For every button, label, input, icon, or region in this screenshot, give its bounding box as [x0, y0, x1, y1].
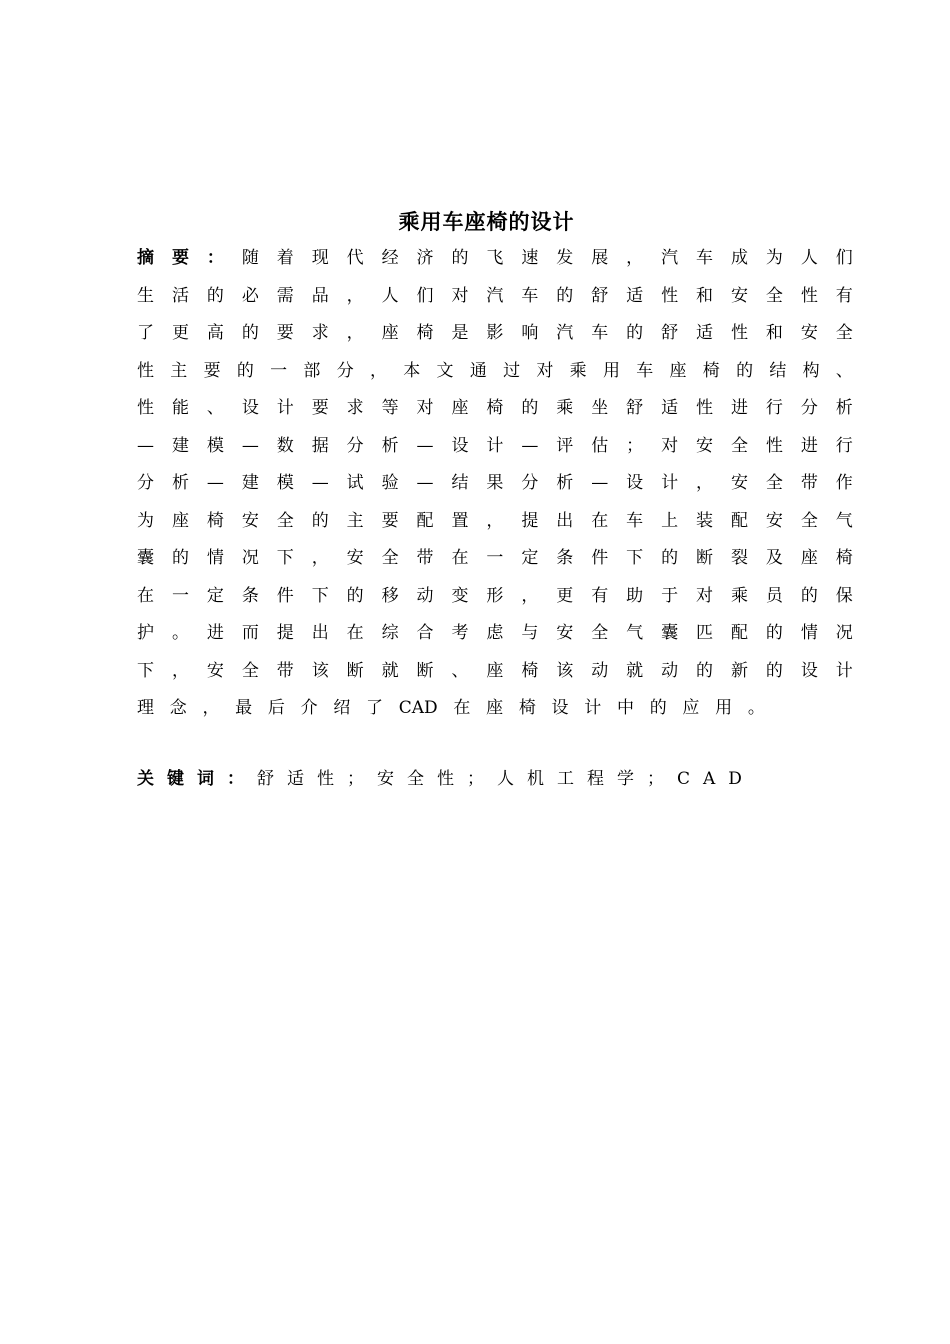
abstract-char: 带	[276, 660, 294, 681]
abstract-char: 舒	[591, 285, 609, 306]
abstract-char: 评	[556, 435, 574, 456]
abstract-char: 析	[171, 473, 189, 493]
abstract-char: 下	[311, 585, 329, 606]
abstract-char: 囊	[661, 623, 679, 643]
abstract-char: 分	[800, 398, 818, 418]
abstract-char: 车	[591, 323, 609, 343]
abstract-char: 介	[300, 698, 318, 718]
abstract-char: ，	[202, 698, 220, 718]
abstract-char: 的	[171, 548, 189, 568]
abstract-char: 中	[616, 698, 634, 718]
abstract-char: 性	[696, 398, 713, 418]
abstract-label: ：	[206, 248, 224, 268]
abstract-char: 用	[602, 360, 620, 381]
abstract-char: 和	[696, 285, 713, 306]
abstract-char: 要	[381, 510, 399, 531]
abstract-char: 的	[765, 660, 783, 681]
abstract-char: 后	[267, 698, 285, 718]
abstract-line	[137, 615, 853, 653]
keywords-text: 舒适性；安全性；人机工程学；CAD	[257, 769, 755, 789]
abstract-char: 品	[311, 285, 329, 306]
abstract-char: 速	[521, 248, 539, 268]
abstract-char: 对	[661, 435, 679, 456]
abstract-char: 配	[730, 510, 748, 531]
abstract-char: 们	[416, 285, 434, 306]
abstract-char: 验	[381, 473, 399, 493]
abstract-char: 在	[346, 623, 364, 643]
abstract-char: 车	[626, 510, 644, 531]
abstract-char: 部	[303, 360, 321, 381]
abstract-char: 设	[241, 398, 259, 418]
abstract-char: 而	[241, 623, 259, 643]
abstract-char: 的	[556, 285, 574, 306]
abstract-char: 展	[591, 248, 609, 268]
abstract-label: 要	[171, 248, 189, 268]
abstract-char: 况	[835, 623, 853, 643]
abstract-char: 分	[521, 473, 539, 493]
abstract-char: 建	[171, 435, 189, 456]
abstract-char: 飞	[486, 248, 504, 268]
abstract-char: —	[241, 435, 259, 456]
abstract-char: 车	[696, 248, 713, 268]
abstract-char: 断	[696, 548, 713, 568]
abstract-char: 模	[206, 435, 224, 456]
abstract-char: 。	[171, 623, 189, 643]
abstract-char: 全	[835, 323, 853, 343]
abstract-char: 人	[381, 285, 399, 306]
abstract-char: 用	[715, 698, 733, 718]
abstract-char: 件	[276, 585, 294, 606]
abstract-char: 性	[730, 323, 748, 343]
abstract-char: 进	[730, 398, 748, 418]
abstract-char: 文	[436, 360, 454, 381]
abstract-char: 配	[730, 623, 748, 643]
abstract-char: 下	[626, 548, 644, 568]
keywords-label: 关键词：	[137, 769, 257, 789]
abstract-char: 计	[486, 435, 504, 456]
abstract-char: 作	[835, 473, 853, 493]
abstract-char: 析	[556, 473, 574, 493]
abstract-char: 情	[800, 623, 818, 643]
abstract-char: 安	[241, 510, 259, 531]
abstract-char: 们	[835, 248, 853, 268]
abstract-char: 裂	[730, 548, 748, 568]
abstract-char: 员	[765, 585, 783, 606]
abstract-char: 变	[451, 585, 469, 606]
abstract-char: 发	[556, 248, 574, 268]
abstract-char: 的	[736, 360, 754, 381]
abstract-char: 下	[276, 548, 294, 568]
abstract-char: 过	[503, 360, 521, 381]
abstract-char: 果	[486, 473, 504, 493]
abstract-char: 行	[835, 435, 853, 456]
abstract-char: 定	[521, 548, 539, 568]
abstract-char: 能	[171, 398, 189, 418]
abstract-char: 析	[835, 398, 853, 418]
abstract-char: 响	[521, 323, 539, 343]
abstract-line	[137, 390, 853, 428]
abstract-char: 念	[169, 698, 187, 718]
abstract-line	[137, 578, 853, 616]
abstract-char: ，	[346, 285, 364, 306]
abstract-char: 舒	[661, 323, 679, 343]
abstract-char: 生	[137, 285, 154, 306]
abstract-char: 的	[451, 248, 469, 268]
abstract-char: 座	[381, 323, 399, 343]
abstract-char: 结	[769, 360, 787, 381]
abstract-char: 乘	[556, 398, 574, 418]
abstract-char: 条	[241, 585, 259, 606]
document-title: 乘用车座椅的设计	[398, 210, 575, 234]
abstract-char: 、	[835, 360, 853, 381]
abstract-line	[137, 315, 853, 353]
abstract-char: 的	[206, 285, 224, 306]
abstract-char: 动	[661, 660, 679, 681]
abstract-char: 计	[276, 398, 294, 418]
abstract-char: 活	[171, 285, 189, 306]
abstract-char: 对	[696, 585, 713, 606]
abstract-char: 考	[451, 623, 469, 643]
abstract-char: 与	[521, 623, 539, 643]
abstract-char: 据	[311, 435, 329, 456]
abstract-char: 全	[241, 660, 259, 681]
abstract-char: 的	[649, 698, 667, 718]
abstract-char: 的	[626, 323, 644, 343]
abstract-char: 车	[521, 285, 539, 306]
abstract-char: 理	[137, 698, 154, 718]
abstract-char: 座	[451, 398, 469, 418]
abstract-line	[137, 690, 765, 728]
abstract-char: 汽	[486, 285, 504, 306]
abstract-char: 配	[416, 510, 434, 531]
abstract-char: 设	[551, 698, 569, 718]
abstract-char: 建	[241, 473, 259, 493]
abstract-char: 下	[137, 660, 154, 681]
abstract-char: 综	[381, 623, 399, 643]
abstract-char: 汽	[661, 248, 679, 268]
abstract-char: 计	[835, 660, 853, 681]
abstract-char: 设	[626, 473, 644, 493]
abstract-char: 有	[591, 585, 609, 606]
abstract-char: 定	[206, 585, 224, 606]
abstract-char: 椅	[486, 398, 504, 418]
abstract-char: 性	[800, 285, 818, 306]
abstract-line	[137, 428, 853, 466]
abstract-char: 更	[556, 585, 574, 606]
abstract-char: 气	[835, 510, 853, 531]
abstract-char: 一	[171, 585, 189, 606]
abstract-char: 移	[381, 585, 399, 606]
abstract-line	[137, 353, 853, 391]
abstract-char: 经	[381, 248, 399, 268]
abstract-char: 适	[696, 323, 713, 343]
abstract-char: 全	[800, 510, 818, 531]
abstract-char: 的	[521, 398, 539, 418]
abstract-char: 高	[206, 323, 224, 343]
abstract-char: ，	[346, 323, 364, 343]
abstract-char: 本	[403, 360, 421, 381]
abstract-char: 估	[591, 435, 609, 456]
abstract-char: 性	[661, 285, 679, 306]
abstract-line	[137, 503, 853, 541]
abstract-char: 的	[236, 360, 254, 381]
abstract-char: 分	[137, 473, 154, 493]
abstract-char: 情	[206, 548, 224, 568]
abstract-char: 更	[171, 323, 189, 343]
abstract-char: 对	[416, 398, 434, 418]
abstract-char: 带	[800, 473, 818, 493]
abstract-char: 装	[696, 510, 713, 531]
abstract-char: 况	[241, 548, 259, 568]
abstract-char: ，	[696, 473, 713, 493]
abstract-char: 全	[765, 285, 783, 306]
abstract-char: 主	[346, 510, 364, 531]
abstract-char: 带	[416, 548, 434, 568]
abstract-char: 代	[346, 248, 364, 268]
abstract-section	[137, 240, 853, 728]
abstract-char: 全	[591, 623, 609, 643]
abstract-char: 上	[661, 510, 679, 531]
abstract-label: 摘	[137, 248, 154, 268]
abstract-char: 等	[381, 398, 399, 418]
abstract-char: 适	[626, 285, 644, 306]
abstract-char: 构	[802, 360, 820, 381]
abstract-char: 乘	[569, 360, 587, 381]
abstract-char: 一	[486, 548, 504, 568]
abstract-char: 椅	[206, 510, 224, 531]
abstract-line	[137, 653, 853, 691]
abstract-char: 主	[170, 360, 188, 381]
abstract-char: 气	[626, 623, 644, 643]
abstract-char: 对	[536, 360, 554, 381]
abstract-char: 动	[591, 660, 609, 681]
abstract-char: 必	[241, 285, 259, 306]
abstract-char: 设	[451, 435, 469, 456]
abstract-char: 在	[453, 698, 471, 718]
abstract-char: 最	[235, 698, 253, 718]
abstract-char: 现	[311, 248, 329, 268]
abstract-char: 济	[416, 248, 434, 268]
abstract-char: 对	[451, 285, 469, 306]
abstract-char: 安	[206, 660, 224, 681]
abstract-char: 就	[626, 660, 644, 681]
abstract-char: 一	[270, 360, 288, 381]
abstract-char: ，	[626, 248, 644, 268]
abstract-char: 匹	[696, 623, 713, 643]
abstract-char: 为	[765, 248, 783, 268]
abstract-char: 成	[730, 248, 748, 268]
abstract-char: 椅	[518, 698, 536, 718]
abstract-char: 性	[765, 435, 783, 456]
abstract-char: CAD	[398, 698, 438, 718]
abstract-char: 提	[521, 510, 539, 531]
abstract-line	[137, 540, 853, 578]
abstract-char: 安	[696, 435, 713, 456]
abstract-char: —	[311, 473, 329, 493]
abstract-line	[137, 278, 853, 316]
abstract-char: 椅	[521, 660, 539, 681]
abstract-char: 的	[800, 585, 818, 606]
abstract-char: 的	[661, 548, 679, 568]
abstract-char: 随	[241, 248, 259, 268]
abstract-line	[137, 240, 853, 278]
abstract-char: 通	[469, 360, 487, 381]
abstract-char: 座	[171, 510, 189, 531]
abstract-char: 座	[486, 660, 504, 681]
abstract-char: 计	[584, 698, 602, 718]
abstract-char: 适	[661, 398, 679, 418]
abstract-char: 求	[311, 323, 329, 343]
abstract-char: 乘	[730, 585, 748, 606]
abstract-char: 合	[416, 623, 434, 643]
abstract-char: 分	[346, 435, 364, 456]
abstract-char: 、	[451, 660, 469, 681]
abstract-char: 座	[800, 548, 818, 568]
abstract-char: 了	[137, 323, 154, 343]
abstract-char: 及	[765, 548, 783, 568]
abstract-char: 提	[276, 623, 294, 643]
abstract-char: —	[206, 473, 224, 493]
abstract-char: 设	[800, 660, 818, 681]
abstract-char: ，	[311, 548, 329, 568]
abstract-char: 要	[276, 323, 294, 343]
abstract-char: 需	[276, 285, 294, 306]
abstract-char: 汽	[556, 323, 574, 343]
abstract-char: 、	[206, 398, 224, 418]
abstract-char: 了	[366, 698, 384, 718]
abstract-char: 和	[765, 323, 783, 343]
abstract-char: 安	[346, 548, 364, 568]
abstract-char: 置	[451, 510, 469, 531]
abstract-char: —	[416, 473, 434, 493]
abstract-char: 人	[800, 248, 818, 268]
abstract-char: 性	[137, 360, 154, 381]
abstract-line	[137, 465, 853, 503]
abstract-char: 在	[451, 548, 469, 568]
abstract-char: 动	[416, 585, 434, 606]
abstract-char: 。	[747, 698, 765, 718]
abstract-char: 于	[661, 585, 679, 606]
abstract-char: 的	[311, 510, 329, 531]
abstract-char: 椅	[702, 360, 720, 381]
abstract-char: 模	[276, 473, 294, 493]
abstract-char: 囊	[137, 548, 154, 568]
abstract-char: 座	[669, 360, 687, 381]
abstract-char: 求	[346, 398, 364, 418]
abstract-char: 出	[556, 510, 574, 531]
abstract-char: 应	[682, 698, 700, 718]
abstract-char: 断	[346, 660, 364, 681]
abstract-char: ，	[171, 660, 189, 681]
abstract-char: 的	[346, 585, 364, 606]
abstract-char: 着	[276, 248, 294, 268]
abstract-char: 护	[137, 623, 154, 643]
abstract-char: 为	[137, 510, 154, 531]
abstract-char: 出	[311, 623, 329, 643]
abstract-char: ，	[521, 585, 539, 606]
abstract-char: 安	[556, 623, 574, 643]
abstract-char: 的	[241, 323, 259, 343]
abstract-char: 安	[800, 323, 818, 343]
abstract-char: 分	[336, 360, 354, 381]
abstract-char: 要	[203, 360, 221, 381]
abstract-char: 数	[276, 435, 294, 456]
abstract-char: 坐	[591, 398, 609, 418]
abstract-char: 行	[765, 398, 783, 418]
abstract-char: 新	[730, 660, 748, 681]
abstract-char: 断	[416, 660, 434, 681]
abstract-char: 椅	[835, 548, 853, 568]
abstract-char: 条	[556, 548, 574, 568]
abstract-char: 进	[206, 623, 224, 643]
abstract-char: 结	[451, 473, 469, 493]
abstract-char: 是	[451, 323, 469, 343]
keywords-section	[137, 761, 755, 799]
abstract-char: ，	[486, 510, 504, 531]
abstract-char: 的	[765, 623, 783, 643]
abstract-char: 影	[486, 323, 504, 343]
abstract-char: 该	[311, 660, 329, 681]
abstract-char: 安	[765, 510, 783, 531]
abstract-char: —	[591, 473, 609, 493]
abstract-char: 椅	[416, 323, 434, 343]
abstract-char: 进	[800, 435, 818, 456]
abstract-char: 在	[137, 585, 154, 606]
abstract-char: 形	[486, 585, 504, 606]
abstract-char: 有	[835, 285, 853, 306]
abstract-char: 在	[591, 510, 609, 531]
abstract-char: 要	[311, 398, 329, 418]
abstract-char: 该	[556, 660, 574, 681]
abstract-char: ；	[626, 435, 644, 456]
abstract-char: —	[137, 435, 154, 456]
abstract-char: 保	[835, 585, 853, 606]
abstract-char: 助	[626, 585, 644, 606]
abstract-char: —	[521, 435, 539, 456]
abstract-char: 性	[137, 398, 154, 418]
abstract-char: 绍	[333, 698, 351, 718]
abstract-char: —	[416, 435, 434, 456]
abstract-char: ，	[369, 360, 387, 381]
abstract-char: 全	[381, 548, 399, 568]
abstract-char: 的	[696, 660, 713, 681]
abstract-char: 计	[661, 473, 679, 493]
abstract-char: 件	[591, 548, 609, 568]
abstract-char: 试	[346, 473, 364, 493]
abstract-char: 就	[381, 660, 399, 681]
abstract-char: 安	[730, 473, 748, 493]
abstract-char: 析	[381, 435, 399, 456]
abstract-char: 全	[765, 473, 783, 493]
abstract-char: 安	[730, 285, 748, 306]
abstract-char: 全	[276, 510, 294, 531]
abstract-char: 座	[486, 698, 504, 718]
abstract-char: 虑	[486, 623, 504, 643]
abstract-char: 车	[636, 360, 654, 381]
abstract-char: 全	[730, 435, 748, 456]
abstract-char: 舒	[626, 398, 644, 418]
